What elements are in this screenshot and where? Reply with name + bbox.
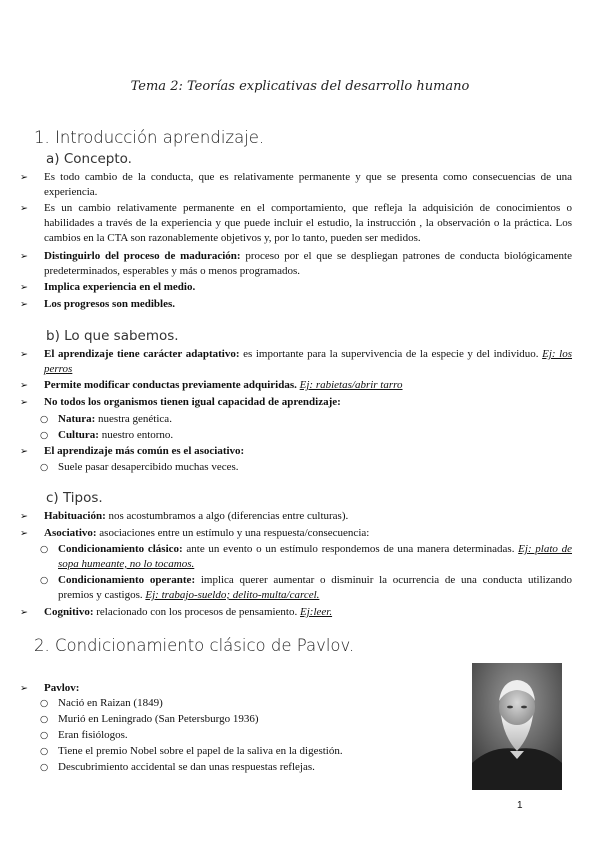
- arrow-bullet-icon: ➢: [20, 683, 28, 694]
- arrow-bullet-icon: ➢: [20, 251, 28, 262]
- circle-bullet-icon: ○: [40, 414, 49, 425]
- circle-bullet-icon: ○: [40, 430, 49, 441]
- arrow-bullet-icon: ➢: [20, 299, 28, 310]
- sub-list-item: ○ Tiene el premio Nobel sobre el papel de la saliva en la digestión.: [40, 745, 343, 757]
- arrow-bullet-icon: ➢: [20, 528, 28, 539]
- sub-list-item: ○ Condicionamiento operante: implica querer aumentar o disminuir la ocurrencia de una conducta utilizando premios y castigos. Ej: trabajo-sueldo; delito-multa/carcel.: [40, 574, 572, 601]
- arrow-bullet-icon: ➢: [20, 511, 28, 522]
- sub-list-item: ○ Natura: nuestra genética.: [40, 413, 172, 425]
- sub-list-item: ○ Suele pasar desapercibido muchas veces.: [40, 461, 239, 473]
- subsection-a-heading: a) Concepto.: [46, 151, 132, 167]
- arrow-bullet-icon: ➢: [20, 446, 28, 457]
- list-item: ➢ No todos los organismos tienen igual capacidad de aprendizaje:: [20, 396, 341, 408]
- subsection-b-heading: b) Lo que sabemos.: [46, 328, 179, 344]
- arrow-bullet-icon: ➢: [20, 172, 28, 183]
- sub-list-item: ○ Murió en Leningrado (San Petersburgo 1936): [40, 713, 259, 725]
- circle-bullet-icon: ○: [40, 698, 49, 709]
- circle-bullet-icon: ○: [40, 575, 49, 586]
- sub-list-item: ○ Nació en Raizan (1849): [40, 697, 163, 709]
- list-item: ➢ Pavlov:: [20, 682, 80, 694]
- list-item: ➢ Distinguirlo del proceso de maduración: proceso por el que se despliegan patrones de conducta biológicamente predeterminados, esperables y más o menos programados.: [20, 250, 572, 277]
- section-1-heading: 1. Introducción aprendizaje.: [34, 128, 265, 147]
- circle-bullet-icon: ○: [40, 746, 49, 757]
- list-item: ➢ Es un cambio relativamente permanente en el comportamiento, que refleja la adquisición de conocimientos o habilidades a través de la experiencia y que puede incluir el estudio, la instrucción , la observación o la práctica. Los cambios en la CTA son razonablemente objetivos y, por lo tanto, pueden ser medidos.: [20, 202, 572, 244]
- list-item: ➢ Asociativo: asociaciones entre un estímulo y una respuesta/consecuencia:: [20, 527, 370, 539]
- list-item: ➢ El aprendizaje más común es el asociativo:: [20, 445, 245, 457]
- sub-list-item: ○ Eran fisiólogos.: [40, 729, 128, 741]
- arrow-bullet-icon: ➢: [20, 349, 28, 360]
- list-item: ➢ El aprendizaje tiene carácter adaptativo: es importante para la supervivencia de la especie y del individuo. Ej: los perros: [20, 348, 573, 375]
- document-title: Tema 2: Teorías explicativas del desarrollo humano: [130, 79, 470, 94]
- page-number: 1: [517, 800, 523, 811]
- list-item: ➢ Permite modificar conductas previamente adquiridas. Ej: rabietas/abrir tarro: [20, 379, 403, 391]
- circle-bullet-icon: ○: [40, 544, 49, 555]
- arrow-bullet-icon: ➢: [20, 607, 28, 618]
- arrow-bullet-icon: ➢: [20, 397, 28, 408]
- list-item: ➢ Implica experiencia en el medio.: [20, 281, 196, 293]
- circle-bullet-icon: ○: [40, 462, 49, 473]
- arrow-bullet-icon: ➢: [20, 282, 28, 293]
- circle-bullet-icon: ○: [40, 762, 49, 773]
- list-item: ➢ Es todo cambio de la conducta, que es relativamente permanente y que se presenta como consecuencias de una experiencia.: [20, 171, 572, 198]
- section-2-heading: 2. Condicionamiento clásico de Pavlov.: [34, 636, 355, 655]
- sub-list-item: ○ Descubrimiento accidental se dan unas respuestas reflejas.: [40, 761, 315, 773]
- arrow-bullet-icon: ➢: [20, 380, 28, 391]
- arrow-bullet-icon: ➢: [20, 203, 28, 214]
- pavlov-portrait-photo: [472, 663, 562, 790]
- list-item: ➢ Los progresos son medibles.: [20, 298, 176, 310]
- circle-bullet-icon: ○: [40, 714, 49, 725]
- circle-bullet-icon: ○: [40, 730, 49, 741]
- list-item: ➢ Cognitivo: relacionado con los procesos de pensamiento. Ej:leer.: [20, 606, 333, 618]
- sub-list-item: ○ Condicionamiento clásico: ante un evento o un estímulo respondemos de una manera determinadas. Ej: plato de sopa humeante, no lo tocamos.: [40, 543, 572, 570]
- subsection-c-heading: c) Tipos.: [46, 490, 103, 506]
- sub-list-item: ○ Cultura: nuestro entorno.: [40, 429, 174, 441]
- list-item: ➢ Habituación: nos acostumbramos a algo (diferencias entre culturas).: [20, 510, 349, 522]
